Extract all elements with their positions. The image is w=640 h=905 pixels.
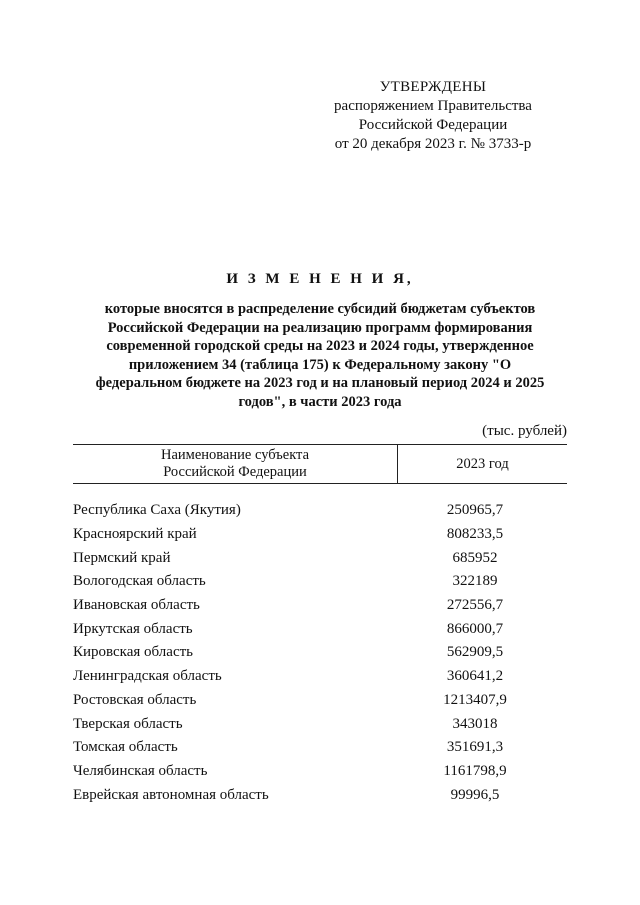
- approval-title: УТВЕРЖДЕНЫ: [379, 79, 487, 95]
- amount-cell: 562909,5: [446, 644, 504, 661]
- table-row: [73, 523, 567, 547]
- amount-cell: 808233,5: [446, 526, 504, 543]
- table-header: [73, 444, 567, 484]
- subject-name-cell: Еврейская автономная область: [73, 786, 269, 803]
- amount-cell: 250965,7: [446, 502, 504, 519]
- subject-name-cell: Красноярский край: [73, 526, 197, 543]
- approval-line-1: распоряжением Правительства: [334, 98, 532, 114]
- table-row: [73, 617, 567, 641]
- amount-cell: 272556,7: [446, 597, 504, 614]
- document-title: И З М Е Н Е Н И Я,: [226, 271, 414, 287]
- table-row: [73, 641, 567, 665]
- approval-block: [300, 78, 566, 154]
- header-subject-line-1: Наименование субъекта: [160, 447, 310, 463]
- subject-name-cell: Тверская область: [73, 715, 183, 732]
- table-row: [73, 665, 567, 689]
- subject-name-cell: Томская область: [73, 739, 178, 756]
- subject-name-cell: Ивановская область: [73, 597, 200, 614]
- subject-name-cell: Ростовская область: [73, 691, 197, 708]
- table-row: [73, 712, 567, 736]
- table-row: [73, 594, 567, 618]
- subject-name-cell: Иркутская область: [73, 620, 193, 637]
- subject-name-cell: Пермский край: [73, 549, 171, 566]
- document-heading: [60, 271, 580, 412]
- subject-name-cell: Вологодская область: [73, 573, 206, 590]
- amount-cell: 99996,5: [450, 786, 500, 803]
- header-subject-line-2: Российской Федерации: [163, 464, 307, 480]
- amount-cell: 685952: [452, 549, 498, 566]
- table-row: [73, 570, 567, 594]
- units-label: (тыс. рублей): [482, 423, 567, 439]
- amount-cell: 343018: [452, 715, 498, 732]
- amount-cell: 360641,2: [446, 668, 504, 685]
- header-subject-name: [73, 445, 398, 483]
- table-row: [73, 783, 567, 807]
- subject-name-cell: Республика Саха (Якутия): [73, 502, 241, 519]
- subject-name-cell: Ленинградская область: [73, 668, 222, 685]
- header-year: 2023 год: [456, 455, 509, 472]
- amount-cell: 351691,3: [446, 739, 504, 756]
- table-row: [73, 546, 567, 570]
- approval-line-3: от 20 декабря 2023 г. № 3733-р: [334, 136, 532, 152]
- table-row: [73, 736, 567, 760]
- table-row: [73, 499, 567, 523]
- subject-name-cell: Челябинская область: [73, 762, 208, 779]
- subject-name-cell: Кировская область: [73, 644, 194, 661]
- amount-cell: 322189: [452, 573, 498, 590]
- document-subtitle: которые вносятся в распределение субсидий бюджетам субъектов Российской Федерации на реализацию программ формирования современной городской среды на 2023 и 2024 годы, утвержденное приложением 34 (таблица 175) к Федеральному закону "О федеральном бюджете на 2023 год и на плановый период 2024 и 2025 годов", в части 2023 года: [95, 301, 545, 410]
- amount-cell: 866000,7: [446, 620, 504, 637]
- subsidy-table: [73, 444, 567, 807]
- amount-cell: 1161798,9: [443, 762, 507, 779]
- approval-line-2: Российской Федерации: [358, 117, 508, 133]
- table-body: [73, 484, 567, 807]
- table-row: [73, 760, 567, 784]
- table-row: [73, 689, 567, 713]
- amount-cell: 1213407,9: [443, 691, 507, 708]
